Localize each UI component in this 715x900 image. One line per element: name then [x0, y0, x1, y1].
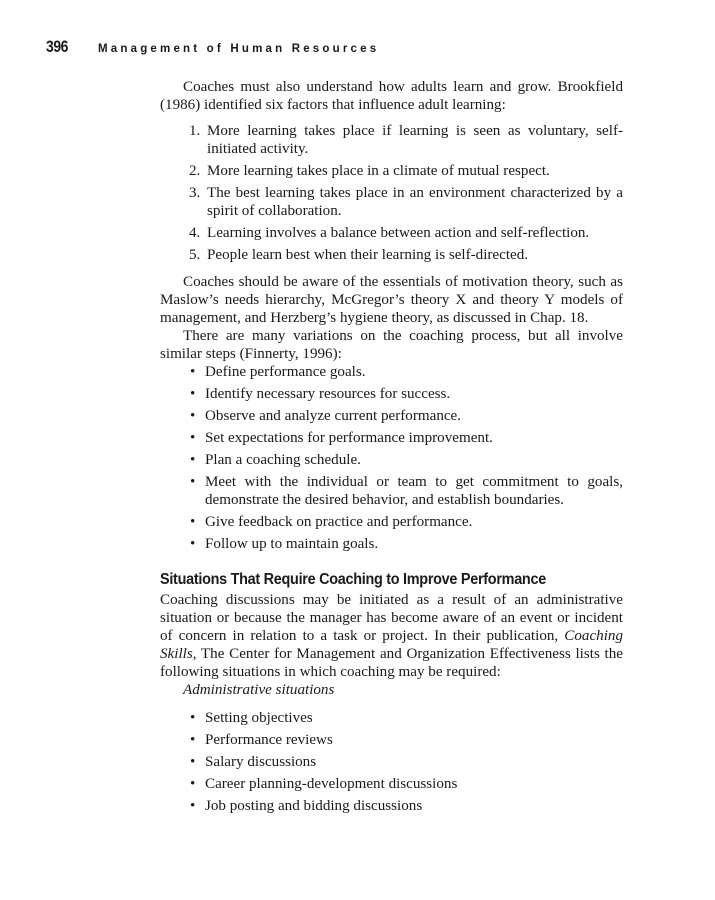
coaching-steps-list [160, 363, 623, 553]
list-item [160, 473, 623, 509]
list-item-text: Give feedback on practice and performance. [205, 514, 473, 530]
list-item-text: Setting objectives [205, 710, 313, 726]
list-item [160, 775, 623, 793]
list-item-text: Define performance goals. [205, 364, 366, 380]
list-item-text: Identify necessary resources for success. [205, 386, 451, 402]
bullet-icon: • [190, 798, 196, 814]
publication-title: Coaching Skills [160, 628, 623, 662]
situations-text-after: , The Center for Management and Organization Effectiveness lists the following situations in which coaching may be required: [160, 646, 623, 680]
bullet-icon: • [190, 452, 196, 468]
bullet-icon: • [190, 514, 196, 530]
list-item [160, 184, 623, 220]
list-item-text: Follow up to maintain goals. [205, 536, 379, 552]
learning-factors-list [160, 122, 623, 264]
list-item-text: More learning takes place if learning is seen as voluntary, self-initiated activity. [207, 123, 623, 157]
list-item [160, 224, 623, 242]
list-item-text: The best learning takes place in an environment characterized by a spirit of collaboration. [207, 185, 623, 219]
list-item-text: People learn best when their learning is self-directed. [207, 247, 529, 263]
list-number: 5. [189, 247, 201, 263]
bullet-icon: • [190, 364, 196, 380]
list-item-text: Meet with the individual or team to get commitment to goals, demonstrate the desired behavior, and establish boundaries. [205, 474, 623, 508]
list-item [160, 162, 623, 180]
list-item [160, 797, 623, 815]
administrative-situations-list [160, 709, 623, 815]
list-item [160, 122, 623, 158]
list-item [160, 513, 623, 531]
list-item [160, 731, 623, 749]
bullet-icon: • [190, 408, 196, 424]
bullet-icon: • [190, 386, 196, 402]
bullet-icon: • [190, 710, 196, 726]
list-item-text: Learning involves a balance between action and self-reflection. [207, 225, 590, 241]
bullet-icon: • [190, 754, 196, 770]
list-item [160, 709, 623, 727]
list-number: 4. [189, 225, 201, 241]
body-text [160, 78, 623, 819]
bullet-icon: • [190, 536, 196, 552]
running-head [46, 37, 379, 57]
bullet-icon: • [190, 776, 196, 792]
list-item-text: Salary discussions [205, 754, 317, 770]
list-item [160, 407, 623, 425]
section-heading: Situations That Require Coaching to Improve Performance [160, 571, 546, 588]
list-item [160, 246, 623, 264]
bullet-icon: • [190, 732, 196, 748]
list-item [160, 451, 623, 469]
page-number: 396 [46, 37, 69, 56]
list-item [160, 753, 623, 771]
coaching-process-paragraph: There are many variations on the coaching process, but all involve similar steps (Finnerty, 1996): [160, 328, 623, 362]
administrative-situations-subhead: Administrative situations [183, 682, 335, 698]
list-item-text: Plan a coaching schedule. [205, 452, 361, 468]
list-item-text: Observe and analyze current performance. [205, 408, 462, 424]
list-item [160, 535, 623, 553]
situations-text-before: Coaching discussions may be initiated as a result of an administrative situation or because the manager has become aware of an event or incident of concern in relation to a task or project. In their publication, [160, 592, 623, 644]
list-item-text: Career planning-development discussions [205, 776, 458, 792]
motivation-paragraph: Coaches should be aware of the essentials of motivation theory, such as Maslow’s needs hierarchy, McGregor’s theory X and theory Y models of management, and Herzberg’s hygiene theory, as discussed in Chap. 18. [160, 274, 623, 326]
list-item-text: More learning takes place in a climate of mutual respect. [207, 163, 550, 179]
list-item [160, 429, 623, 447]
list-item-text: Job posting and bidding discussions [205, 798, 423, 814]
list-number: 2. [189, 163, 201, 179]
bullet-icon: • [190, 430, 196, 446]
bullet-icon: • [190, 474, 196, 490]
list-number: 3. [189, 185, 201, 201]
list-item [160, 363, 623, 381]
list-item-text: Performance reviews [205, 732, 333, 748]
book-title: Management of Human Resources [98, 43, 380, 55]
list-number: 1. [189, 123, 201, 139]
intro-paragraph: Coaches must also understand how adults learn and grow. Brookfield (1986) identified six factors that influence adult learning: [160, 79, 623, 113]
situations-paragraph [160, 591, 623, 681]
list-item-text: Set expectations for performance improvement. [205, 430, 493, 446]
list-item [160, 385, 623, 403]
